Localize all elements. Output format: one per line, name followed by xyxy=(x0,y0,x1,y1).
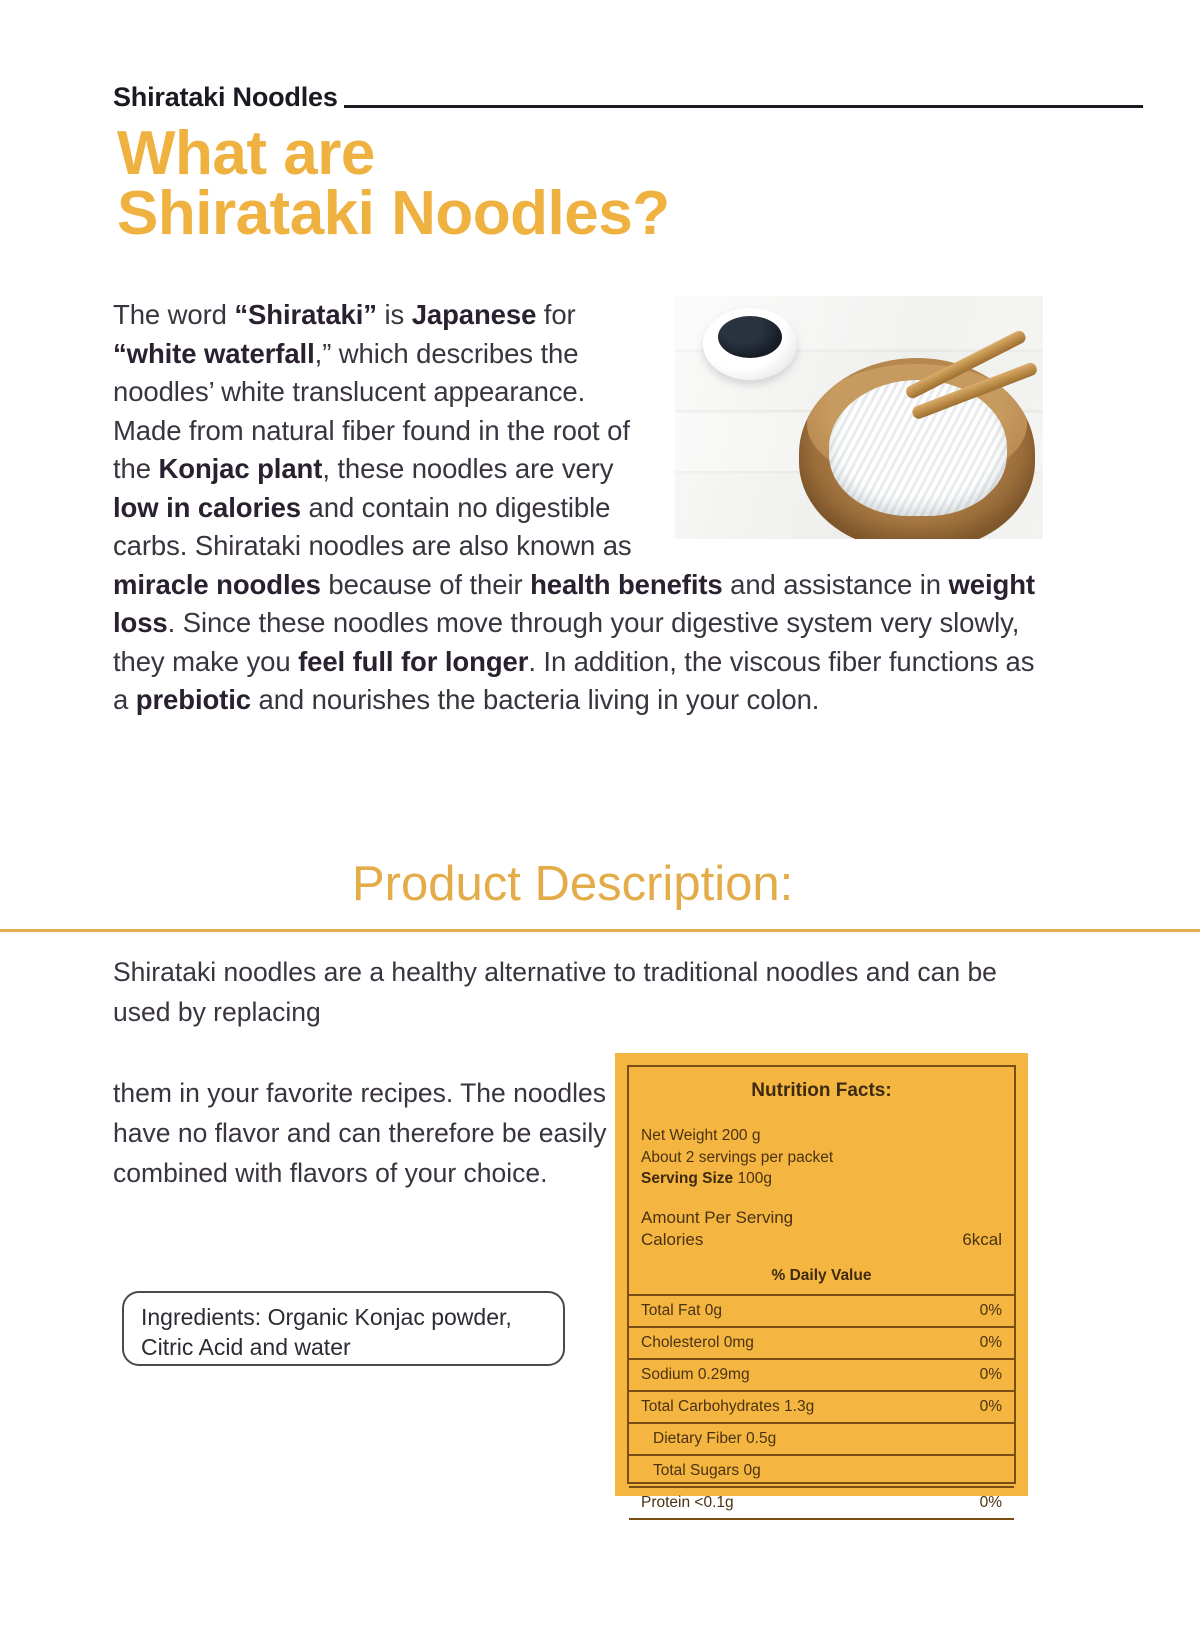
intro-text-j: . In addition, the viscous fiber functions as a xyxy=(113,645,1035,715)
nutrition-calories-label: Calories xyxy=(641,1229,704,1249)
header-divider-rule xyxy=(344,105,1143,108)
product-description-paragraph-narrow: them in your favorite recipes. The noodles have no flavor and can therefore be easily combined with flavors of your choice. xyxy=(113,1078,607,1188)
nutrition-footer-space xyxy=(629,1518,1014,1520)
ingredients-box xyxy=(122,1291,565,1366)
page-title xyxy=(117,119,1067,248)
nutrition-row-daily-value: 0% xyxy=(979,1365,1002,1383)
nutrition-row xyxy=(629,1358,1014,1390)
nutrition-serving-size-value: 100g xyxy=(737,1170,772,1187)
nutrition-amount-per-serving: Amount Per Serving xyxy=(641,1207,794,1227)
shirataki-noodles xyxy=(829,380,1007,516)
nutrition-row xyxy=(629,1486,1014,1518)
kicker-label: Shirataki Noodles xyxy=(113,82,338,112)
nutrition-row-label: Protein <0.1g xyxy=(641,1493,734,1511)
nutrition-row-label: Cholesterol 0mg xyxy=(641,1333,754,1351)
intro-text-d: ,” which describes the noodles’ white translucent appearance. Made from natural fiber found in the root of the xyxy=(113,337,630,484)
intro-term-miracle-noodles: miracle noodles xyxy=(113,568,321,600)
nutrition-amount-block xyxy=(629,1200,1014,1259)
intro-text-k: and nourishes the bacteria living in your colon. xyxy=(250,684,820,715)
soy-sauce-liquid xyxy=(718,316,782,358)
nutrition-calories-row xyxy=(641,1229,1002,1251)
intro-text-c: for xyxy=(536,299,576,330)
nutrition-row xyxy=(629,1326,1014,1358)
intro-term-feel-full-for-longer: feel full for longer xyxy=(298,645,529,677)
ingredients-text: Ingredients: Organic Konjac powder, Citric Acid and water xyxy=(141,1304,512,1360)
page-title-line-1: What are xyxy=(117,119,375,188)
intro-text-f: and contain no digestible carbs. Shirataki noodles are also known as xyxy=(113,491,632,561)
nutrition-facts-inner xyxy=(627,1065,1016,1511)
intro-text-g: because of their xyxy=(320,568,531,600)
nutrition-serving-size-row xyxy=(641,1168,1002,1190)
nutrition-net-weight: Net Weight 200 g xyxy=(641,1127,761,1144)
nutrition-row xyxy=(629,1390,1014,1422)
nutrition-row-label: Dietary Fiber 0.5g xyxy=(653,1429,777,1447)
intro-term-white-waterfall: “white waterfall xyxy=(113,337,315,369)
intro-term-prebiotic: prebiotic xyxy=(135,684,251,715)
nutrition-row xyxy=(629,1422,1014,1454)
shirataki-noodles-photo xyxy=(675,296,1043,539)
nutrition-row-daily-value: 0% xyxy=(979,1397,1002,1415)
intro-text-b: is xyxy=(376,299,412,330)
nutrition-row xyxy=(629,1294,1014,1326)
intro-term-low-in-calories: low in calories xyxy=(113,491,302,523)
intro-term-health-benefits: health benefits xyxy=(530,568,723,600)
intro-term-shirataki: “Shirataki” xyxy=(234,299,377,330)
nutrition-row-daily-value: 0% xyxy=(979,1493,1002,1511)
nutrition-rows xyxy=(629,1294,1014,1518)
intro-text-e: , these noodles are very xyxy=(322,453,614,484)
intro-paragraph xyxy=(113,296,1043,720)
product-description-divider xyxy=(0,929,1200,932)
nutrition-row-daily-value: 0% xyxy=(979,1333,1002,1351)
nutrition-calories-value: 6kcal xyxy=(962,1229,1002,1249)
nutrition-row xyxy=(629,1454,1014,1486)
intro-term-japanese: Japanese xyxy=(411,299,537,330)
nutrition-serving-size-label: Serving Size xyxy=(641,1170,734,1187)
product-description-heading: Product Description: xyxy=(352,857,794,911)
nutrition-servings-per-packet: About 2 servings per packet xyxy=(641,1148,834,1166)
product-description-paragraph-wide: Shirataki noodles are a healthy alternative to traditional noodles and can be used by replacing xyxy=(113,957,997,1027)
intro-text-h: and assistance in xyxy=(722,568,949,600)
intro-term-weight-loss: weight loss xyxy=(113,568,1035,638)
nutrition-serving-block xyxy=(629,1116,1014,1200)
nutrition-facts-title: Nutrition Facts: xyxy=(751,1080,892,1101)
nutrition-daily-value-header: % Daily Value xyxy=(771,1266,872,1284)
nutrition-row-label: Sodium 0.29mg xyxy=(641,1365,750,1383)
nutrition-row-label: Total Fat 0g xyxy=(641,1301,722,1319)
intro-term-konjac-plant: Konjac plant xyxy=(158,453,323,484)
header-kicker-row xyxy=(113,84,1143,111)
intro-text-a: The word xyxy=(113,299,235,330)
nutrition-row-daily-value: 0% xyxy=(979,1301,1002,1319)
intro-text-i: . Since these noodles move through your digestive system very slowly, they make you xyxy=(113,607,1020,677)
nutrition-row-label: Total Carbohydrates 1.3g xyxy=(641,1397,815,1415)
nutrition-facts-panel xyxy=(615,1053,1028,1511)
page-title-line-2: Shirataki Noodles? xyxy=(117,178,670,248)
nutrition-row-label: Total Sugars 0g xyxy=(653,1461,761,1479)
